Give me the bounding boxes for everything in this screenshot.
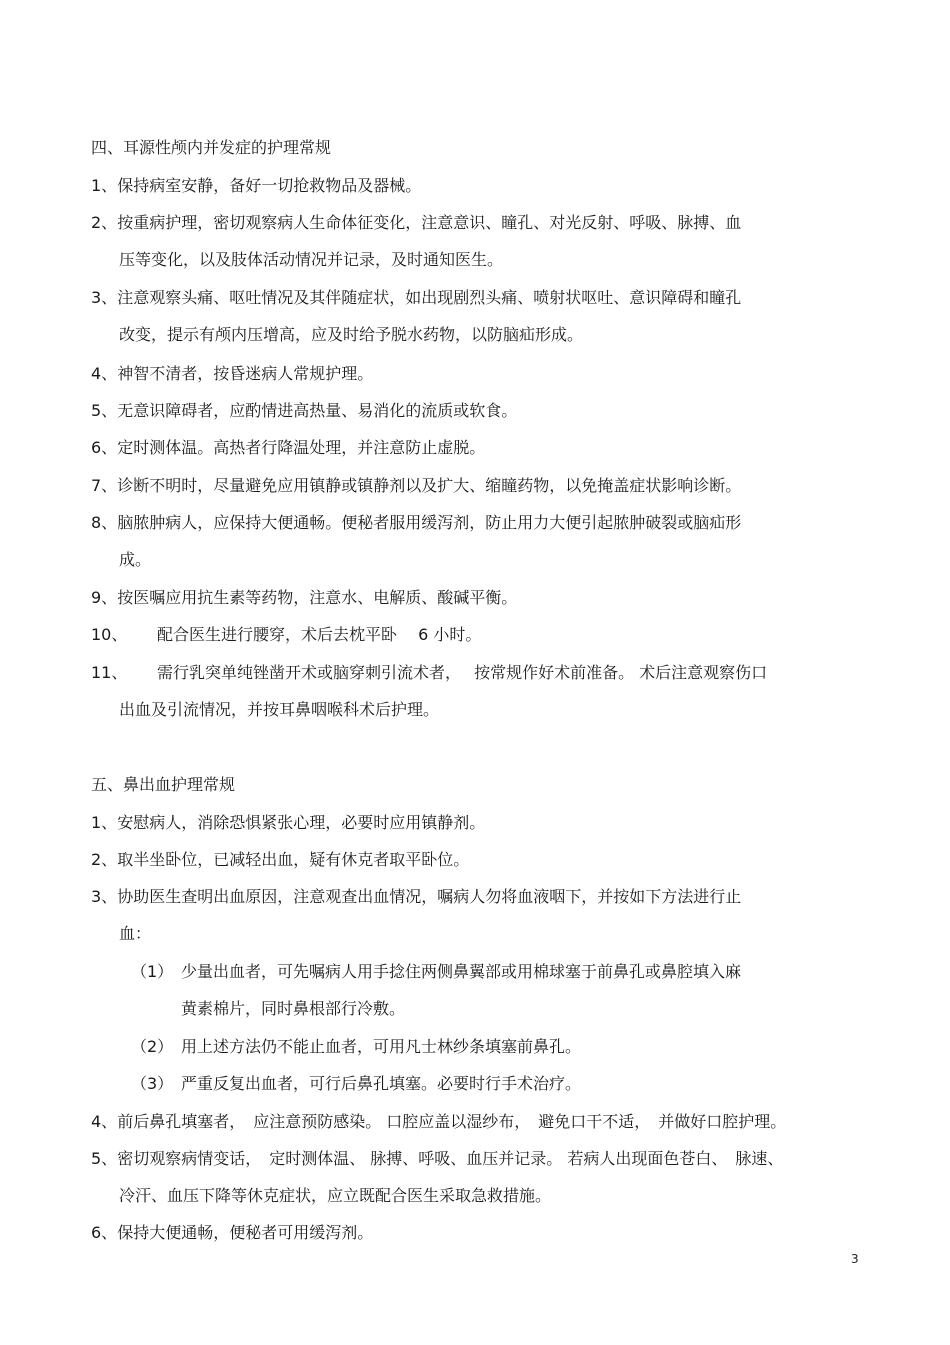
s5-subitem-3-number: （3） xyxy=(131,1074,174,1093)
s4-item-3-continuation: 改变，提示有颅内压增高，应及时给予脱水药物，以防脑疝形成。 xyxy=(119,325,584,344)
s4-item-6-number: 6、 xyxy=(91,438,118,457)
s5-item-4-text: 前后鼻孔填塞者， 应注意预防感染。 口腔应盖以湿纱布， 避免口干不适， 并做好口腔护理。 xyxy=(117,1112,787,1131)
s4-item-11-text: 需行乳突单纯锉凿开术或脑穿刺引流术者， 按常规作好术前准备。 术后注意观察伤口 xyxy=(157,663,768,682)
s4-item-2-text: 按重病护理，密切观察病人生命体征变化，注意意识、瞳孔、对光反射、呼吸、脉搏、血 xyxy=(117,213,742,232)
s5-item-5-text: 密切观察病情变话， 定时测体温、 脉搏、呼吸、血压并记录。 若病人出现面色苍白、 脉速、 xyxy=(117,1149,784,1168)
s5-subitem-3 xyxy=(131,1074,581,1094)
s4-item-1 xyxy=(91,176,421,196)
s5-item-3-number: 3、 xyxy=(91,887,118,906)
s5-item-6 xyxy=(91,1223,373,1243)
s4-item-8-number: 8、 xyxy=(91,513,118,532)
s5-item-3-text: 协助医生查明出血原因，注意观查出血情况，嘱病人勿将血液咽下，并按如下方法进行止 xyxy=(117,887,742,906)
s4-item-11-continuation: 出血及引流情况，并按耳鼻咽喉科术后护理。 xyxy=(119,700,440,719)
s4-item-6-text: 定时测体温。高热者行降温处理，并注意防止虚脱。 xyxy=(117,438,486,457)
s5-subitem-1-continuation: 黄素棉片，同时鼻根部行冷敷。 xyxy=(181,999,406,1018)
s4-item-7-text: 诊断不明时，尽量避免应用镇静或镇静剂以及扩大、缩瞳药物，以免掩盖症状影响诊断。 xyxy=(117,476,742,495)
s4-item-8-text: 脑脓肿病人，应保持大便通畅。便秘者服用缓泻剂，防止用力大便引起脓肿破裂或脑疝形 xyxy=(117,513,742,532)
s4-item-11-number: 11、 xyxy=(91,663,128,682)
s4-item-8-continuation: 成。 xyxy=(119,550,152,569)
s4-item-11 xyxy=(91,663,767,683)
s4-item-2-number: 2、 xyxy=(91,213,118,232)
s4-item-2-continuation: 压等变化，以及肢体活动情况并记录，及时通知医生。 xyxy=(119,250,504,269)
s4-item-3-text: 注意观察头痛、呕吐情况及其伴随症状，如出现剧烈头痛、喷射状呕吐、意识障碍和瞳孔 xyxy=(117,288,742,307)
s4-item-4 xyxy=(91,364,373,384)
s4-item-4-text: 神智不清者，按昏迷病人常规护理。 xyxy=(117,364,374,383)
s5-item-6-number: 6、 xyxy=(91,1223,118,1242)
s5-item-5-continuation: 冷汗、血压下降等休克症状，应立既配合医生采取急救措施。 xyxy=(119,1186,552,1205)
s4-item-7-number: 7、 xyxy=(91,476,118,495)
s4-item-5-number: 5、 xyxy=(91,401,118,420)
s4-item-2 xyxy=(91,213,741,233)
s5-item-5 xyxy=(91,1149,783,1169)
s5-item-1-text: 安慰病人，消除恐惧紧张心理，必要时应用镇静剂。 xyxy=(117,813,486,832)
s4-item-10-text: 配合医生进行腰穿，术后去枕平卧 6 小时。 xyxy=(157,625,482,644)
s5-item-5-number: 5、 xyxy=(91,1149,118,1168)
s4-item-4-number: 4、 xyxy=(91,364,118,383)
s5-item-2-number: 2、 xyxy=(91,850,118,869)
s5-item-1-number: 1、 xyxy=(91,813,118,832)
s5-subitem-3-text: 严重反复出血者，可行后鼻孔填塞。必要时行手术治疗。 xyxy=(181,1074,582,1093)
s5-item-3-continuation: 血： xyxy=(119,924,152,943)
s5-item-3 xyxy=(91,887,741,907)
s4-item-9-number: 9、 xyxy=(91,588,118,607)
section-5-heading: 五、鼻出血护理常规 xyxy=(91,775,236,794)
page-number: 3 xyxy=(851,1252,859,1266)
s4-item-6 xyxy=(91,438,485,458)
s4-item-9-text: 按医嘱应用抗生素等药物，注意水、电解质、酸碱平衡。 xyxy=(117,588,518,607)
s5-item-4-number: 4、 xyxy=(91,1112,118,1131)
s4-item-3-number: 3、 xyxy=(91,288,118,307)
s5-subitem-1-number: （1） xyxy=(131,962,174,981)
s4-item-5 xyxy=(91,401,517,421)
s4-item-8 xyxy=(91,513,741,533)
s5-subitem-2-number: （2） xyxy=(131,1037,174,1056)
s5-subitem-1 xyxy=(131,962,741,982)
s4-item-1-text: 保持病室安静，备好一切抢救物品及器械。 xyxy=(117,176,422,195)
s4-item-7 xyxy=(91,476,741,496)
s4-item-10 xyxy=(91,625,481,645)
s5-item-6-text: 保持大便通畅，便秘者可用缓泻剂。 xyxy=(117,1223,374,1242)
section-4-heading: 四、耳源性颅内并发症的护理常规 xyxy=(91,138,332,157)
s5-item-2 xyxy=(91,850,469,870)
s4-item-3 xyxy=(91,288,741,308)
s4-item-10-number: 10、 xyxy=(91,625,128,644)
s5-subitem-2-text: 用上述方法仍不能止血者，可用凡士林纱条填塞前鼻孔。 xyxy=(181,1037,582,1056)
s5-subitem-1-text: 少量出血者，可先嘱病人用手捻住两侧鼻翼部或用棉球塞于前鼻孔或鼻腔填入麻 xyxy=(181,962,742,981)
s5-item-1 xyxy=(91,813,485,833)
s4-item-5-text: 无意识障碍者，应酌情进高热量、易消化的流质或软食。 xyxy=(117,401,518,420)
s4-item-9 xyxy=(91,588,517,608)
s4-item-1-number: 1、 xyxy=(91,176,118,195)
s5-item-4 xyxy=(91,1112,786,1132)
s5-subitem-2 xyxy=(131,1037,581,1057)
s5-item-2-text: 取半坐卧位，已减轻出血，疑有休克者取平卧位。 xyxy=(117,850,470,869)
